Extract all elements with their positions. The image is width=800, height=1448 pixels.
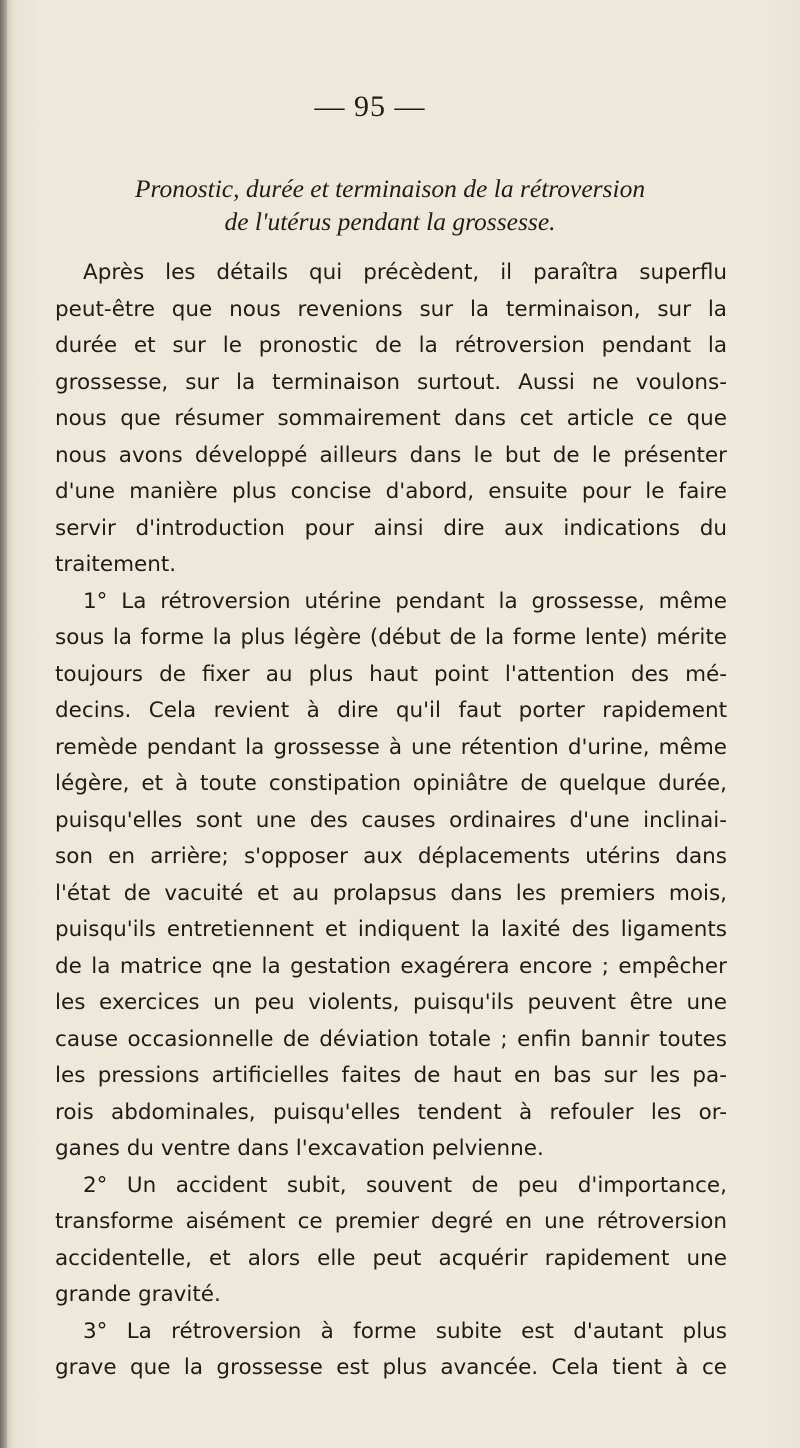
binding-edge [0, 0, 7, 1448]
text-line: traitement. [55, 552, 177, 577]
text-line: de la matrice qne la gestation exagérera encore ; empêcher [55, 953, 727, 979]
text-line: Après les détails qui précèdent, il paraîtra superflu [83, 260, 727, 285]
text-line: ganes du ventre dans l'excavation pelvienne. [55, 1136, 544, 1161]
body-text [55, 255, 727, 1387]
text-line: cause occasionnelle de déviation totale ; enfin bannir toutes [55, 1026, 727, 1052]
text-line: 1° La rétroversion utérine pendant la grossesse, même [83, 588, 727, 614]
text-line: peut-être que nous revenions sur la terminaison, sur la [55, 296, 727, 322]
text-line: puisqu'ils entretiennent et indiquent la laxité des ligaments [55, 917, 727, 942]
text-line: toujours de fixer au plus haut point l'attention des mé- [55, 661, 727, 687]
text-line: 2° Un accident subit, souvent de peu d'importance, [83, 1172, 727, 1198]
text-line: rois abdominales, puisqu'elles tendent à refouler les or- [55, 1099, 727, 1125]
text-line: servir d'introduction pour ainsi dire aux indications du [55, 515, 727, 541]
text-line: transforme aisément ce premier degré en une rétroversion [55, 1209, 727, 1234]
text-line: les pressions artificielles faites de haut en bas sur les pa- [55, 1063, 727, 1088]
text-line: légère, et à toute constipation opiniâtre de quelque durée, [55, 771, 727, 796]
heading-line: de l'utérus pendant la grossesse. [224, 207, 556, 236]
text-line: son en arrière; s'opposer aux déplacements utérins dans [55, 844, 727, 869]
text-line: nous que résumer sommairement dans cet article ce que [55, 406, 727, 431]
text-line: les exercices un peu violents, puisqu'ils peuvent être une [55, 990, 727, 1015]
heading-line: Pronostic, durée et terminaison de la rétroversion [134, 174, 646, 203]
text-line: grossesse, sur la terminaison surtout. Aussi ne voulons- [55, 369, 727, 395]
text-line: accidentelle, et alors elle peut acquérir rapidement une [55, 1245, 727, 1271]
text-line: durée et sur le pronostic de la rétroversion pendant la [55, 333, 727, 358]
text-line: remède pendant la grossesse à une rétention d'urine, même [55, 734, 727, 760]
text-line: grande gravité. [55, 1282, 221, 1307]
text-line: decins. Cela revient à dire qu'il faut porter rapidement [55, 698, 727, 723]
text-line: d'une manière plus concise d'abord, ensuite pour le faire [55, 479, 727, 504]
text-line: sous la forme la plus légère (début de la forme lente) mérite [55, 625, 727, 650]
text-line: puisqu'elles sont une des causes ordinaires d'une inclinai- [55, 807, 727, 833]
text-line: l'état de vacuité et au prolapsus dans les premiers mois, [55, 880, 727, 906]
text-line: grave que la grossesse est plus avancée. Cela tient à ce [55, 1355, 727, 1380]
text-line: nous avons développé ailleurs dans le but de le présenter [55, 442, 727, 468]
section-heading [60, 172, 720, 238]
page-number: — 95 — [314, 90, 426, 123]
text-line: 3° La rétroversion à forme subite est d'autant plus [83, 1318, 727, 1344]
